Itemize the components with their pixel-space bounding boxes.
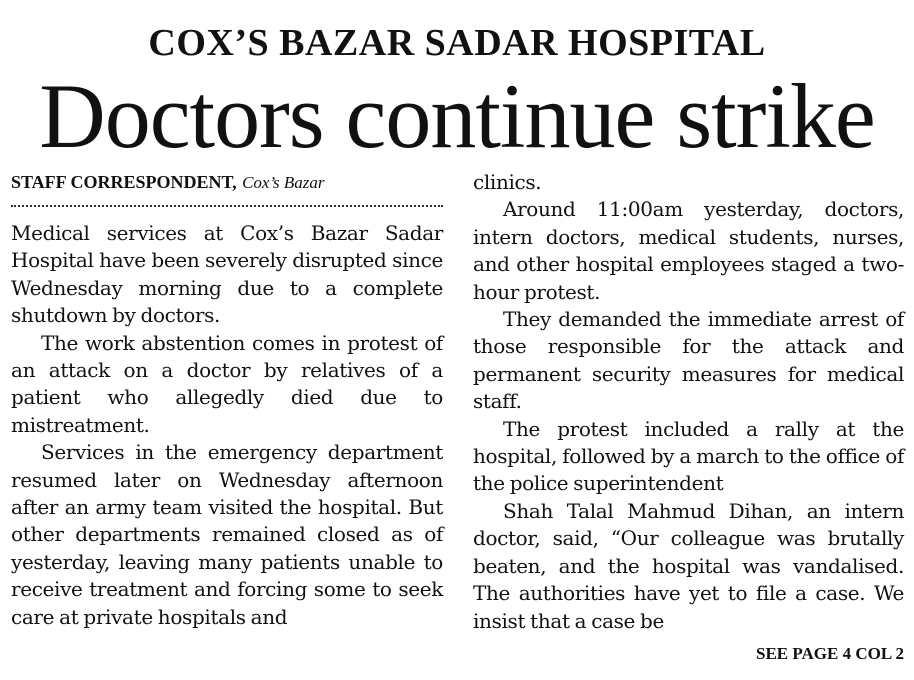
byline-divider	[11, 205, 443, 207]
byline-name: STAFF CORRESPONDENT,	[11, 172, 237, 192]
paragraph: The work abstention comes in protest of an attack on a doctor by relatives of a patient who allegedly died due to mistreatment.	[11, 330, 443, 437]
paragraph: Shah Talal Mahmud Dihan, an intern doctor, said, “Our colleague was brutally beaten, and the hospital was vandalised. The authorities have yet to file a case. We insist that a case be	[473, 498, 904, 633]
paragraph: Services in the emergency department resumed later on Wednesday afternoon after an army team visited the hospital. But other departments remained closed as of yesterday, leaving many patients unable to receive treatment and forcing some to seek care at private hospitals and	[11, 440, 443, 629]
byline	[11, 170, 443, 195]
article-column-2	[473, 169, 904, 635]
article-column-1	[11, 220, 443, 631]
article-headline: Doctors continue strike	[39, 65, 875, 167]
continued-on-page-link[interactable]: SEE PAGE 4 COL 2	[756, 644, 904, 663]
paragraph: Around 11:00am yesterday, doctors, intern doctors, medical students, nurses, and other hospital employees staged a two-hour protest.	[473, 197, 904, 304]
paragraph: The protest included a rally at the hospital, followed by a march to the office of the police superintendent	[473, 416, 904, 496]
paragraph: They demanded the immediate arrest of those responsible for the attack and permanent security measures for medical staff.	[473, 307, 904, 414]
paragraph: Medical services at Cox’s Bazar Sadar Hospital have been severely disrupted since Wednesday morning due to a complete shutdown by doctors.	[11, 221, 443, 328]
article-kicker: COX’S BAZAR SADAR HOSPITAL	[148, 22, 766, 64]
paragraph-continuation: clinics.	[473, 170, 542, 194]
byline-place: Cox’s Bazar	[242, 173, 325, 192]
